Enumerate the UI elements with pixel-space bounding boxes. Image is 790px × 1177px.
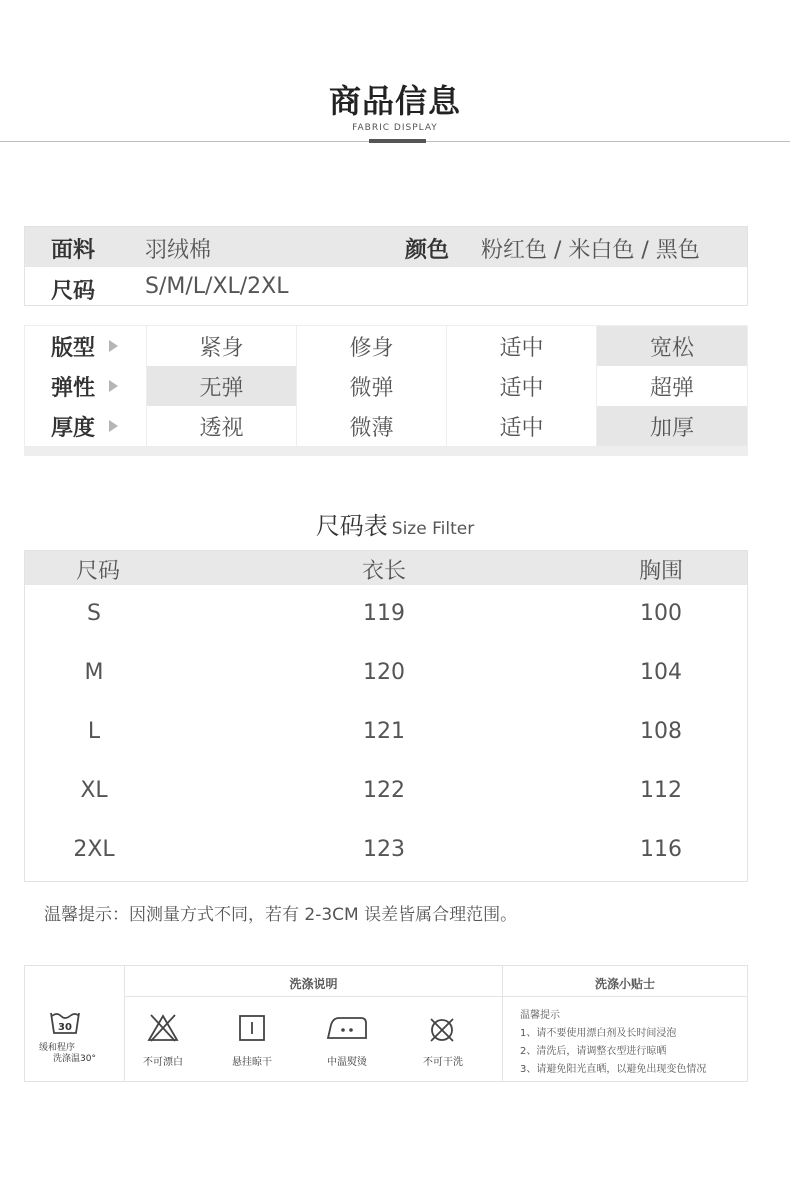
- table-cell: 122: [363, 778, 405, 803]
- attr-option: 修身: [297, 326, 446, 366]
- size-header-size: 尺码: [75, 559, 120, 584]
- table-cell: 2XL: [73, 837, 115, 862]
- table-cell: 112: [640, 778, 682, 803]
- medium-iron-icon: [325, 1015, 369, 1045]
- attr-option: 微弹: [297, 366, 446, 406]
- attr-label-text: 版型: [51, 335, 96, 361]
- size-value: S/M/L/XL/2XL: [145, 274, 289, 299]
- wash-instructions-header: 洗涤说明: [289, 977, 338, 991]
- attr-label-elasticity: [25, 366, 146, 406]
- header-accent-bar: [369, 139, 426, 143]
- attribute-grid: [24, 325, 748, 456]
- fabric-label: 面料: [51, 238, 96, 263]
- tips-item: 3、请避免阳光直晒，以避免出现变色情况: [520, 1064, 707, 1075]
- attr-option: 超弹: [597, 366, 747, 406]
- arrow-right-icon: [109, 420, 118, 432]
- size-chart-title: [0, 506, 790, 541]
- no-dry-clean-icon: [428, 1016, 456, 1048]
- attr-label-text: 弹性: [51, 375, 96, 401]
- hang-dry-icon: [238, 1014, 266, 1046]
- attr-label-thickness: [25, 406, 146, 446]
- color-label: 颜色: [405, 238, 450, 263]
- icon-label: 悬挂晾干: [232, 1057, 272, 1068]
- attr-option: 适中: [447, 326, 596, 366]
- divider: [124, 996, 747, 997]
- table-cell: 100: [640, 601, 682, 626]
- attr-label-fit: [25, 326, 146, 366]
- table-cell: 121: [363, 719, 405, 744]
- product-info-table: [24, 226, 748, 306]
- table-cell: 104: [640, 660, 682, 685]
- size-label: 尺码: [51, 279, 96, 304]
- page-title: 商品信息: [328, 82, 461, 120]
- table-cell: 116: [640, 837, 682, 862]
- icon-label: 不可干洗: [423, 1057, 463, 1068]
- attr-option: 紧身: [147, 326, 296, 366]
- fabric-value: 羽绒棉: [145, 238, 212, 263]
- size-header-chest: 胸围: [638, 559, 683, 584]
- icon-label: 缓和程序: [39, 1043, 76, 1053]
- size-header-length: 衣长: [361, 559, 406, 584]
- tips-item: 2、清洗后，请调整衣型进行晾晒: [520, 1046, 667, 1057]
- no-bleach-icon: [147, 1013, 179, 1047]
- page-subtitle: FABRIC DISPLAY: [352, 123, 438, 133]
- arrow-right-icon: [109, 340, 118, 352]
- wash-30-icon: [49, 1010, 81, 1040]
- attr-option: 透视: [147, 406, 296, 446]
- attr-option: 适中: [447, 366, 596, 406]
- icon-label: 洗涤温30°: [53, 1054, 96, 1064]
- table-cell: S: [87, 601, 101, 626]
- arrow-right-icon: [109, 380, 118, 392]
- attr-option: 微薄: [297, 406, 446, 446]
- icon-label: 不可漂白: [143, 1057, 183, 1068]
- attr-option: 适中: [447, 406, 596, 446]
- tips-item: 1、请不要使用漂白剂及长时间浸泡: [520, 1028, 677, 1039]
- attr-option-selected: 无弹: [147, 366, 296, 406]
- color-value: 粉红色 / 米白色 / 黑色: [481, 238, 700, 263]
- size-chart-title-cn: 尺码表: [315, 512, 388, 540]
- wash-temp-text: 30: [58, 1022, 72, 1033]
- table-cell: XL: [80, 778, 108, 803]
- table-cell: 120: [363, 660, 405, 685]
- size-table: [24, 550, 748, 882]
- tips-title: 温馨提示: [520, 1010, 560, 1021]
- measurement-tip: 温馨提示：因测量方式不同，若有 2-3CM 误差皆属合理范围。: [44, 905, 518, 925]
- table-cell: L: [87, 719, 101, 744]
- icon-label: 中温熨烫: [327, 1057, 367, 1068]
- wash-tips-header: 洗涤小贴士: [594, 977, 655, 991]
- size-chart-title-en: Size Filter: [391, 519, 475, 539]
- attr-option-selected: 宽松: [597, 326, 747, 366]
- table-cell: 108: [640, 719, 682, 744]
- table-cell: M: [84, 660, 104, 685]
- table-cell: 119: [363, 601, 405, 626]
- attr-option-selected: 加厚: [597, 406, 747, 446]
- attr-label-text: 厚度: [51, 415, 96, 441]
- table-cell: 123: [363, 837, 405, 862]
- care-table: [24, 965, 748, 1082]
